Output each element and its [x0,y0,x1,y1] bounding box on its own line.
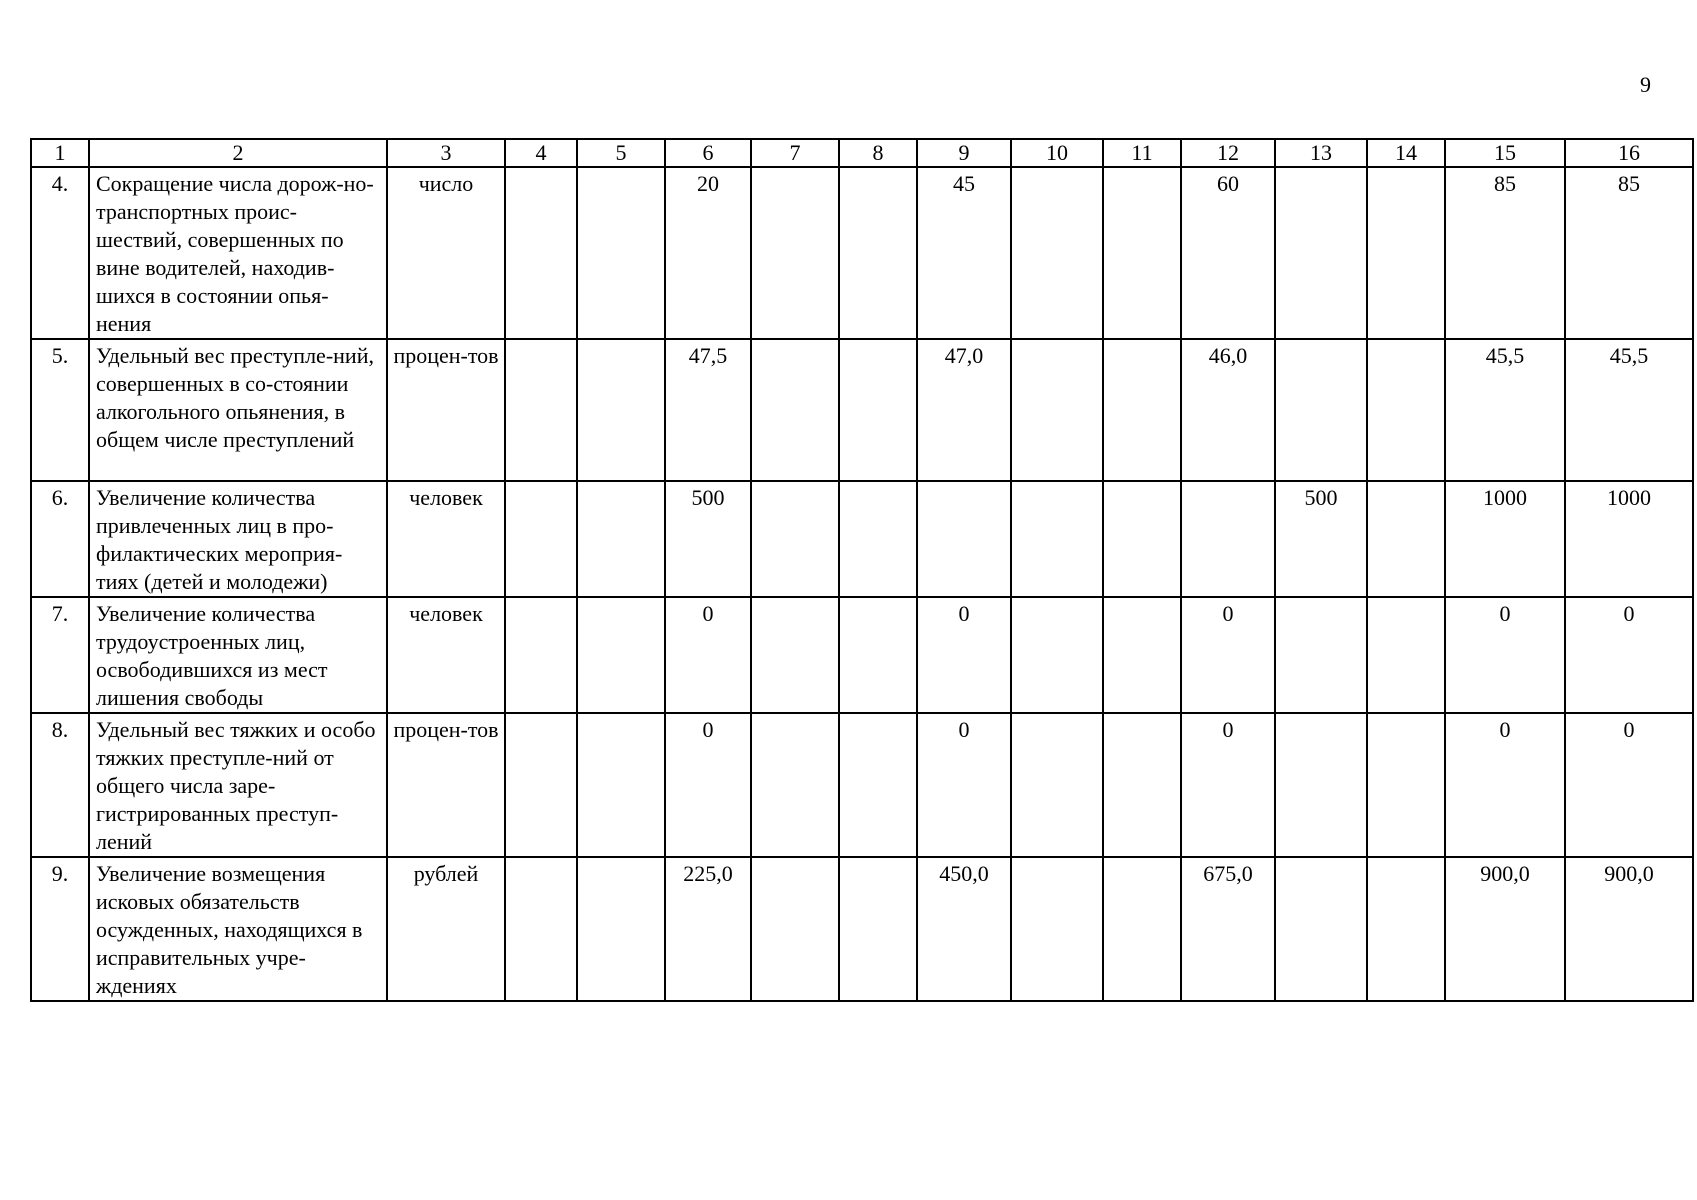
value-cell [751,857,839,1001]
header-cell: 10 [1011,139,1103,167]
value-cell: 500 [665,481,751,597]
table-row [31,597,1693,713]
value-cell [751,597,839,713]
row-number-cell: 5. [31,339,89,481]
indicators-table [30,138,1694,1002]
indicator-name-cell: Удельный вес преступле-ний, совершенных в со-стоянии алкогольного опьянения, в общем числе преступлений [89,339,387,481]
value-cell [1275,339,1367,481]
value-cell: 1000 [1445,481,1565,597]
value-cell: 47,0 [917,339,1011,481]
value-cell: 675,0 [1181,857,1275,1001]
value-cell [1367,713,1445,857]
table-row [31,481,1693,597]
value-cell [1275,597,1367,713]
value-cell: 0 [1565,597,1693,713]
header-cell: 12 [1181,139,1275,167]
value-cell [1011,713,1103,857]
row-number-cell: 6. [31,481,89,597]
unit-cell: число [387,167,505,339]
row-number-cell: 8. [31,713,89,857]
value-cell: 0 [1181,713,1275,857]
table-row [31,167,1693,339]
value-cell [577,857,665,1001]
value-cell [505,481,577,597]
value-cell: 900,0 [1445,857,1565,1001]
value-cell [1275,167,1367,339]
header-cell: 16 [1565,139,1693,167]
value-cell [1011,481,1103,597]
value-cell [505,597,577,713]
unit-cell: процен-тов [387,339,505,481]
value-cell [751,167,839,339]
value-cell [1367,597,1445,713]
value-cell [577,481,665,597]
value-cell [505,339,577,481]
value-cell: 0 [665,597,751,713]
header-cell: 3 [387,139,505,167]
value-cell [1367,167,1445,339]
value-cell [751,481,839,597]
value-cell [1367,339,1445,481]
value-cell [1011,167,1103,339]
value-cell [751,713,839,857]
header-cell: 4 [505,139,577,167]
value-cell: 0 [1445,713,1565,857]
table-row [31,713,1693,857]
header-cell: 6 [665,139,751,167]
value-cell [505,167,577,339]
indicator-name-cell: Увеличение количества трудоустроенных лиц, освободившихся из мест лишения свободы [89,597,387,713]
value-cell: 1000 [1565,481,1693,597]
value-cell [839,481,917,597]
value-cell [577,597,665,713]
value-cell: 45 [917,167,1011,339]
indicator-name-cell: Удельный вес тяжких и особо тяжких преступле-ний от общего числа заре-гистрированных преступ-лений [89,713,387,857]
indicator-name-cell: Сокращение числа дорож-но-транспортных проис-шествий, совершенных по вине водителей, находив-шихся в состоянии опья-нения [89,167,387,339]
header-cell: 13 [1275,139,1367,167]
header-cell: 11 [1103,139,1181,167]
value-cell [839,597,917,713]
value-cell [839,713,917,857]
value-cell [839,857,917,1001]
unit-cell: человек [387,597,505,713]
unit-cell: процен-тов [387,713,505,857]
value-cell [1367,857,1445,1001]
value-cell [1103,857,1181,1001]
value-cell: 500 [1275,481,1367,597]
value-cell: 900,0 [1565,857,1693,1001]
header-cell: 9 [917,139,1011,167]
value-cell [839,167,917,339]
value-cell [1275,857,1367,1001]
value-cell [751,339,839,481]
value-cell [1011,339,1103,481]
header-cell: 2 [89,139,387,167]
table-header-row [31,139,1693,167]
value-cell [839,339,917,481]
page-number: 9 [1640,72,1651,97]
header-cell: 8 [839,139,917,167]
value-cell [577,167,665,339]
value-cell: 450,0 [917,857,1011,1001]
header-cell: 5 [577,139,665,167]
value-cell [1011,857,1103,1001]
value-cell: 0 [1445,597,1565,713]
value-cell: 0 [917,713,1011,857]
unit-cell: человек [387,481,505,597]
table-row [31,339,1693,481]
value-cell: 0 [1181,597,1275,713]
indicator-name-cell: Увеличение возмещения исковых обязательств осужденных, находящихся в исправительных учре-ждениях [89,857,387,1001]
value-cell [505,857,577,1001]
value-cell: 85 [1445,167,1565,339]
value-cell [1011,597,1103,713]
row-number-cell: 7. [31,597,89,713]
value-cell [1103,597,1181,713]
value-cell [917,481,1011,597]
value-cell: 45,5 [1445,339,1565,481]
value-cell [505,713,577,857]
header-cell: 7 [751,139,839,167]
value-cell [1103,339,1181,481]
value-cell [1103,481,1181,597]
value-cell [577,713,665,857]
value-cell [1275,713,1367,857]
value-cell: 0 [1565,713,1693,857]
value-cell: 20 [665,167,751,339]
indicator-name-cell: Увеличение количества привлеченных лиц в про-филактических мероприя-тиях (детей и молодежи) [89,481,387,597]
value-cell: 0 [917,597,1011,713]
value-cell: 85 [1565,167,1693,339]
value-cell [1103,167,1181,339]
header-cell: 1 [31,139,89,167]
value-cell: 0 [665,713,751,857]
unit-cell: рублей [387,857,505,1001]
value-cell: 45,5 [1565,339,1693,481]
value-cell [1181,481,1275,597]
value-cell: 225,0 [665,857,751,1001]
value-cell [577,339,665,481]
value-cell: 47,5 [665,339,751,481]
header-cell: 15 [1445,139,1565,167]
value-cell [1103,713,1181,857]
header-cell: 14 [1367,139,1445,167]
value-cell: 46,0 [1181,339,1275,481]
table-row [31,857,1693,1001]
value-cell: 60 [1181,167,1275,339]
row-number-cell: 4. [31,167,89,339]
value-cell [1367,481,1445,597]
row-number-cell: 9. [31,857,89,1001]
